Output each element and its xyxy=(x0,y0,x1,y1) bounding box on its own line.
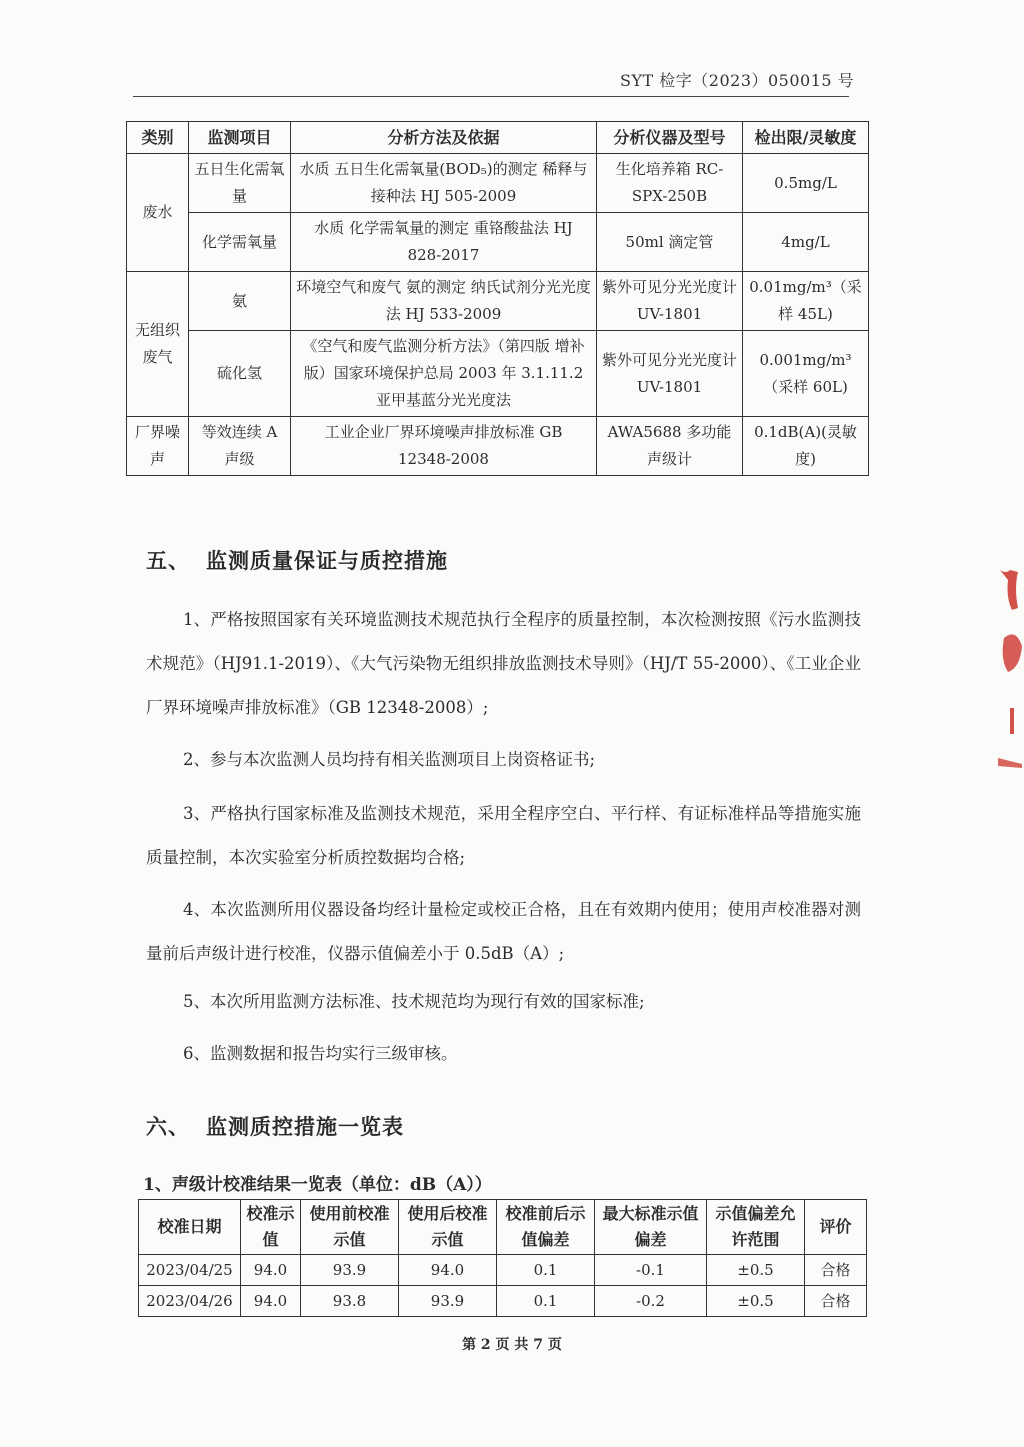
item-cell: 五日生化需氧量 xyxy=(189,154,291,213)
instrument-cell: 紫外可见分光光度计 UV-1801 xyxy=(597,272,743,331)
calibration-table xyxy=(138,1199,867,1317)
section6-heading xyxy=(146,1111,404,1141)
limit-cell: 0.1dB(A)(灵敏度) xyxy=(743,417,869,476)
category-cell: 厂界噪声 xyxy=(127,417,189,476)
col-header: 校准示值 xyxy=(241,1200,301,1255)
limit-cell: 0.5mg/L xyxy=(743,154,869,213)
seal-fragment-icon xyxy=(996,568,1024,768)
table-row xyxy=(127,154,869,213)
method-cell: 工业企业厂界环境噪声排放标准 GB 12348-2008 xyxy=(291,417,597,476)
col-header: 示值偏差允许范围 xyxy=(707,1200,805,1255)
paragraph: 1、严格按照国家有关环境监测技术规范执行全程序的质量控制，本次检测按照《污水监测技术规范》（HJ91.1-2019）、《大气污染物无组织排放监测技术导则》（HJ/T 55-2000）、《工业企业厂界环境噪声排放标准》（GB 12348-2008）; xyxy=(146,610,861,717)
instrument-cell: AWA5688 多功能声级计 xyxy=(597,417,743,476)
table-row xyxy=(139,1255,867,1286)
calibration-table-title: 1、声级计校准结果一览表（单位：dB（A）） xyxy=(143,1175,492,1195)
cell: 93.8 xyxy=(301,1286,399,1317)
method-cell: 水质 五日生化需氧量(BOD₅)的测定 稀释与接种法 HJ 505-2009 xyxy=(291,154,597,213)
cell: 0.1 xyxy=(497,1255,595,1286)
cell: 94.0 xyxy=(399,1255,497,1286)
header-rule xyxy=(133,96,849,97)
col-header: 校准日期 xyxy=(139,1200,241,1255)
item-cell: 化学需氧量 xyxy=(189,213,291,272)
method-table xyxy=(126,121,869,476)
paragraph: 2、参与本次监测人员均持有相关监测项目上岗资格证书; xyxy=(183,750,596,769)
item-cell: 等效连续 A 声级 xyxy=(189,417,291,476)
col-header: 检出限/灵敏度 xyxy=(743,122,869,154)
section6-title: 监测质控措施一览表 xyxy=(206,1114,404,1139)
cell: 93.9 xyxy=(399,1286,497,1317)
cell: ±0.5 xyxy=(707,1286,805,1317)
col-header: 使用前校准示值 xyxy=(301,1200,399,1255)
cell: ±0.5 xyxy=(707,1255,805,1286)
method-cell: 水质 化学需氧量的测定 重铬酸盐法 HJ 828-2017 xyxy=(291,213,597,272)
col-header: 评价 xyxy=(805,1200,867,1255)
table-row xyxy=(127,331,869,417)
table-row xyxy=(127,213,869,272)
cell: 94.0 xyxy=(241,1255,301,1286)
table-row xyxy=(127,272,869,331)
limit-cell: 0.01mg/m³（采样 45L) xyxy=(743,272,869,331)
col-header: 最大标准示值偏差 xyxy=(595,1200,707,1255)
limit-cell: 4mg/L xyxy=(743,213,869,272)
item-cell: 氨 xyxy=(189,272,291,331)
instrument-cell: 紫外可见分光光度计 UV-1801 xyxy=(597,331,743,417)
table-header-row xyxy=(127,122,869,154)
cell: 2023/04/25 xyxy=(139,1255,241,1286)
paragraph: 3、严格执行国家标准及监测技术规范，采用全程序空白、平行样、有证标准样品等措施实施质量控制，本次实验室分析质控数据均合格; xyxy=(146,804,861,867)
page-number: 第 2 页 共 7 页 xyxy=(462,1337,562,1353)
report-number: SYT 检字（2023）050015 号 xyxy=(620,71,855,90)
col-header: 校准前后示值偏差 xyxy=(497,1200,595,1255)
cell: 0.1 xyxy=(497,1286,595,1317)
paragraph: 6、监测数据和报告均实行三级审核。 xyxy=(183,1044,458,1063)
col-header: 分析方法及依据 xyxy=(291,122,597,154)
instrument-cell: 生化培养箱 RC-SPX-250B xyxy=(597,154,743,213)
table-row xyxy=(139,1286,867,1317)
cell: 93.9 xyxy=(301,1255,399,1286)
section5-number: 五、 xyxy=(146,548,190,573)
cell: 94.0 xyxy=(241,1286,301,1317)
paragraph: 5、本次所用监测方法标准、技术规范均为现行有效的国家标准; xyxy=(183,992,645,1011)
cell: 合格 xyxy=(805,1286,867,1317)
item-cell: 硫化氢 xyxy=(189,331,291,417)
section5-title: 监测质量保证与质控措施 xyxy=(206,548,448,573)
cell: -0.1 xyxy=(595,1255,707,1286)
section6-number: 六、 xyxy=(146,1114,190,1139)
instrument-cell: 50ml 滴定管 xyxy=(597,213,743,272)
col-header: 分析仪器及型号 xyxy=(597,122,743,154)
col-header: 监测项目 xyxy=(189,122,291,154)
category-cell: 无组织废气 xyxy=(127,272,189,417)
limit-cell: 0.001mg/m³（采样 60L) xyxy=(743,331,869,417)
category-cell: 废水 xyxy=(127,154,189,272)
table-header-row xyxy=(139,1200,867,1255)
table-row xyxy=(127,417,869,476)
method-cell: 环境空气和废气 氨的测定 纳氏试剂分光光度法 HJ 533-2009 xyxy=(291,272,597,331)
col-header: 使用后校准示值 xyxy=(399,1200,497,1255)
method-cell: 《空气和废气监测分析方法》（第四版 增补版）国家环境保护总局 2003 年 3.1.11.2 亚甲基蓝分光光度法 xyxy=(291,331,597,417)
paragraph: 4、本次监测所用仪器设备均经计量检定或校正合格，且在有效期内使用；使用声校准器对测量前后声级计进行校准，仪器示值偏差小于 0.5dB（A）; xyxy=(146,900,861,963)
cell: -0.2 xyxy=(595,1286,707,1317)
cell: 合格 xyxy=(805,1255,867,1286)
col-header: 类别 xyxy=(127,122,189,154)
section5-heading xyxy=(146,545,448,575)
cell: 2023/04/26 xyxy=(139,1286,241,1317)
